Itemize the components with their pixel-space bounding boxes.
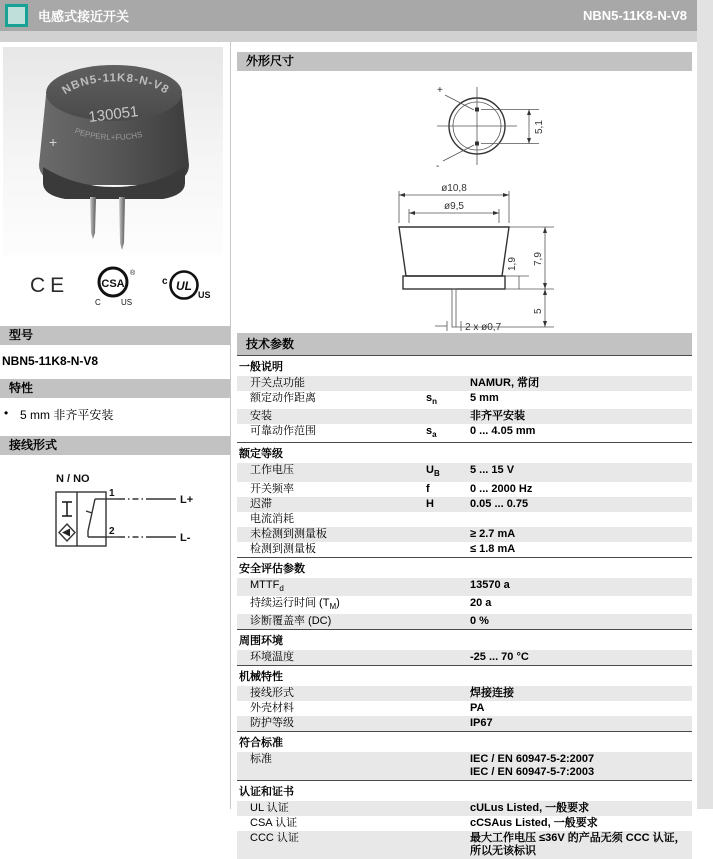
table-row: 环境温度 -25 ... 70 °C — [237, 650, 692, 665]
table-row: 迟滞 H 0.05 ... 0.75 — [237, 497, 692, 512]
terminal-1: 1 — [109, 488, 115, 499]
table-row: 工作电压 $U_B$ 5 ... 15 V — [237, 463, 692, 481]
table-row: 安装 非齐平安装 — [237, 409, 692, 424]
table-section-header: 额定等级 — [237, 442, 692, 463]
tech-table — [237, 355, 692, 859]
pin-dia-dim: 2 x ø0,7 — [465, 322, 502, 333]
svg-text:CSA: CSA — [100, 278, 125, 290]
pin-distance-dim: 5,1 — [534, 120, 545, 134]
flange-height-dim: 1,9 — [507, 257, 518, 271]
feature-text: 5 mm 非齐平安装 — [20, 408, 114, 422]
table-section-header: 安全评估参数 — [237, 557, 692, 578]
table-section-header: 一般说明 — [237, 355, 692, 376]
table-row: 额定动作距离 $s_n$ 5 mm — [250, 392, 499, 407]
photo-model-text: NBN5-11K8-N-V8 — [60, 72, 172, 98]
model-section-header: 型号 — [0, 326, 230, 345]
wiring-diagram — [22, 469, 207, 569]
svg-text:c: c — [162, 276, 168, 287]
photo-serial-text: 130051 — [87, 103, 140, 127]
inner-dia-dim: ø9,5 — [443, 201, 465, 212]
brand-square-icon — [5, 4, 28, 27]
table-row: 未检测到测量板 ≥ 2.7 mA — [237, 527, 692, 542]
terminal-2: 2 — [109, 526, 115, 537]
ce-logo: CE — [30, 274, 70, 297]
table-row: 防护等级 IP67 — [237, 716, 692, 731]
l-minus-label: L- — [180, 532, 191, 544]
left-column — [0, 42, 231, 809]
table-section-header: 符合标准 — [237, 731, 692, 752]
table-row: $MTTF_d$ 13570 a — [237, 578, 692, 596]
table-section-header: 机械特性 — [237, 665, 692, 686]
pin-minus-label: - — [436, 161, 440, 172]
photo-plus-mark: + — [49, 134, 58, 150]
page-header — [0, 0, 697, 31]
table-row: 检测到测量板 ≤ 1.8 mA — [250, 542, 516, 555]
csa-logo — [93, 265, 137, 307]
top-view-drawing — [387, 79, 577, 174]
dimension-drawings — [237, 71, 692, 333]
sensor-image — [13, 47, 213, 252]
bullet: • — [4, 406, 9, 420]
svg-text:UL: UL — [176, 279, 192, 293]
header-strip — [0, 31, 713, 42]
pin-length-dim: 5 — [533, 308, 544, 314]
table-row: 电流消耗 — [250, 512, 294, 525]
table-row: CSA 认证 cCSAus Listed, 一般要求 — [250, 816, 598, 829]
page-title: 电感式接近开关 — [38, 9, 130, 24]
svg-text:®: ® — [129, 270, 135, 277]
table-row: 外壳材料 PA — [250, 701, 485, 714]
feature-item — [4, 406, 230, 423]
table-row: 开关频率 f 0 ... 2000 Hz — [250, 482, 533, 495]
table-row: 开关点功能 NAMUR, 常闭 — [237, 376, 692, 391]
ul-logo — [160, 268, 210, 304]
model-value: NBN5-11K8-N-V8 — [2, 354, 99, 368]
side-view-drawing — [369, 171, 604, 333]
svg-text:C: C — [94, 298, 101, 307]
table-row: 标准 IEC / EN 60947-5-2:2007 IEC / EN 60947-5-7:2003 — [237, 752, 692, 780]
connection-section-header: 接线形式 — [0, 436, 230, 455]
table-row: 可靠动作范围 $s_a$ 0 ... 4.05 mm — [250, 425, 536, 440]
certification-logos — [0, 263, 230, 309]
table-row: UL 认证 cULus Listed, 一般要求 — [237, 801, 692, 816]
part-number: NBN5-11K8-N-V8 — [582, 8, 687, 23]
table-section-header: 周围环境 — [237, 629, 692, 650]
table-row: CCC 认证 最大工作电压 ≤36V 的产品无须 CCC 认证，所以无该标识 — [237, 831, 692, 859]
product-photo — [3, 47, 223, 257]
dimensions-section-header: 外形尺寸 — [237, 52, 692, 71]
photo-brand-text: PEPPERL+FUCHS — [73, 126, 144, 142]
svg-text:US: US — [198, 290, 211, 300]
table-section-header: 认证和证书 — [237, 780, 692, 801]
l-plus-label: L+ — [180, 494, 194, 506]
right-column — [237, 42, 692, 859]
outer-dia-dim: ø10,8 — [441, 183, 467, 194]
table-row: 诊断覆盖率 (DC) 0 % — [237, 614, 692, 629]
tech-section-header: 技术参数 — [237, 333, 692, 355]
table-row: 持续运行时间 $(T_M)$ 20 a — [250, 596, 492, 611]
svg-text:US: US — [120, 298, 132, 307]
pin-plus-label: + — [437, 85, 443, 96]
features-section-header: 特性 — [0, 379, 230, 398]
body-height-dim: 7,9 — [533, 252, 544, 266]
table-row: 接线形式 焊接连接 — [237, 686, 692, 701]
page-right-margin — [697, 0, 713, 809]
wiring-label: N / NO — [56, 473, 90, 485]
